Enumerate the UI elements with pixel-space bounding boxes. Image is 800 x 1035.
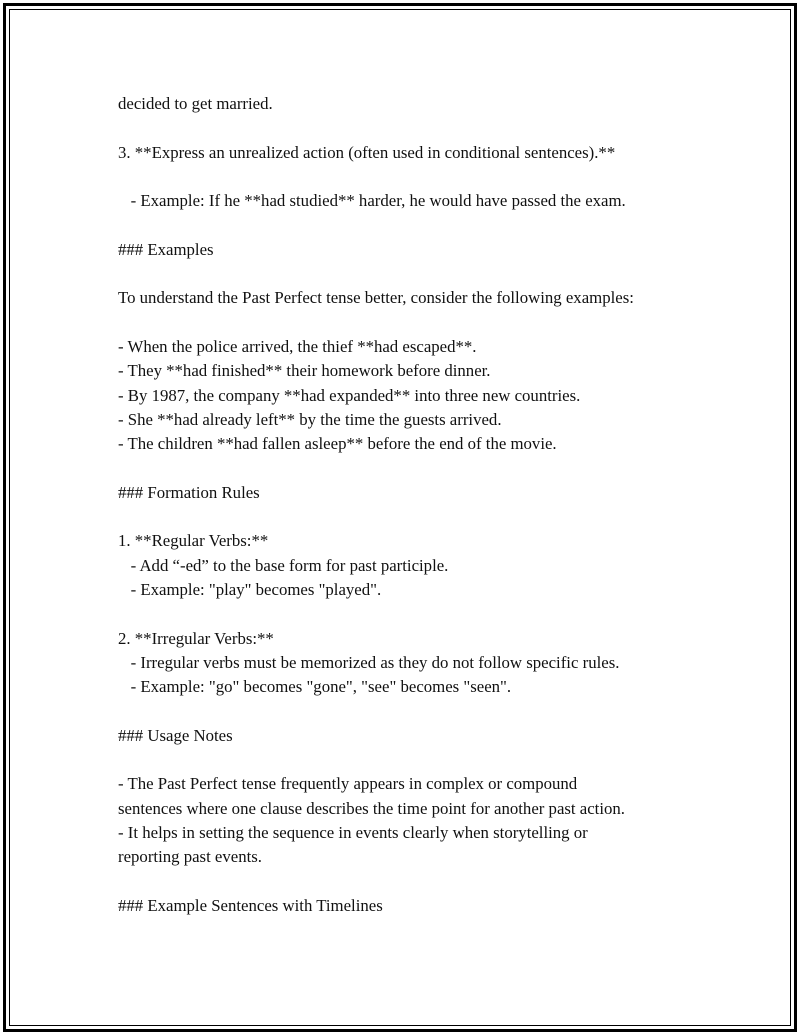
bullet-item: - The children **had fallen asleep** before the end of the movie. bbox=[118, 434, 557, 454]
example-line: - Example: If he **had studied** harder, he would have passed the exam. bbox=[118, 191, 626, 211]
bullet-item: - They **had finished** their homework before dinner. bbox=[118, 361, 491, 381]
blank-line bbox=[118, 602, 718, 626]
bullet-continuation: reporting past events. bbox=[118, 847, 263, 867]
blank-line bbox=[118, 116, 718, 140]
bullet-item: - The Past Perfect tense frequently appears in complex or compound bbox=[118, 774, 578, 794]
section-heading-examples: ### Examples bbox=[118, 239, 214, 259]
blank-line bbox=[118, 505, 718, 529]
sub-bullet-item: - Irregular verbs must be memorized as they do not follow specific rules. bbox=[118, 652, 620, 672]
sub-bullet-item: - Example: "play" becomes "played". bbox=[118, 579, 382, 599]
sub-bullet-item: - Example: "go" becomes "gone", "see" becomes "seen". bbox=[118, 677, 512, 697]
blank-line bbox=[118, 748, 718, 772]
list-item-heading: 1. **Regular Verbs:** bbox=[118, 531, 269, 551]
section-heading-usage-notes: ### Usage Notes bbox=[118, 725, 233, 745]
document-body bbox=[118, 92, 718, 918]
blank-line bbox=[118, 262, 718, 286]
blank-line bbox=[118, 870, 718, 894]
bullet-item: - When the police arrived, the thief **had escaped**. bbox=[118, 336, 477, 356]
blank-line bbox=[118, 311, 718, 335]
bullet-continuation: sentences where one clause describes the time point for another past action. bbox=[118, 798, 625, 818]
blank-line bbox=[118, 699, 718, 723]
paragraph-line: To understand the Past Perfect tense better, consider the following examples: bbox=[118, 288, 634, 308]
sub-bullet-item: - Add “-ed” to the base form for past participle. bbox=[118, 555, 449, 575]
bullet-item: - She **had already left** by the time the guests arrived. bbox=[118, 409, 502, 429]
section-heading-timelines: ### Example Sentences with Timelines bbox=[118, 895, 383, 915]
blank-line bbox=[118, 165, 718, 189]
text-line: decided to get married. bbox=[118, 94, 273, 113]
bullet-item: - By 1987, the company **had expanded** into three new countries. bbox=[118, 385, 581, 405]
list-item-heading: 3. **Express an unrealized action (often used in conditional sentences).** bbox=[118, 142, 616, 162]
bullet-item: - It helps in setting the sequence in events clearly when storytelling or bbox=[118, 822, 588, 842]
section-heading-formation-rules: ### Formation Rules bbox=[118, 482, 260, 502]
blank-line bbox=[118, 456, 718, 480]
list-item-heading: 2. **Irregular Verbs:** bbox=[118, 628, 274, 648]
blank-line bbox=[118, 213, 718, 237]
